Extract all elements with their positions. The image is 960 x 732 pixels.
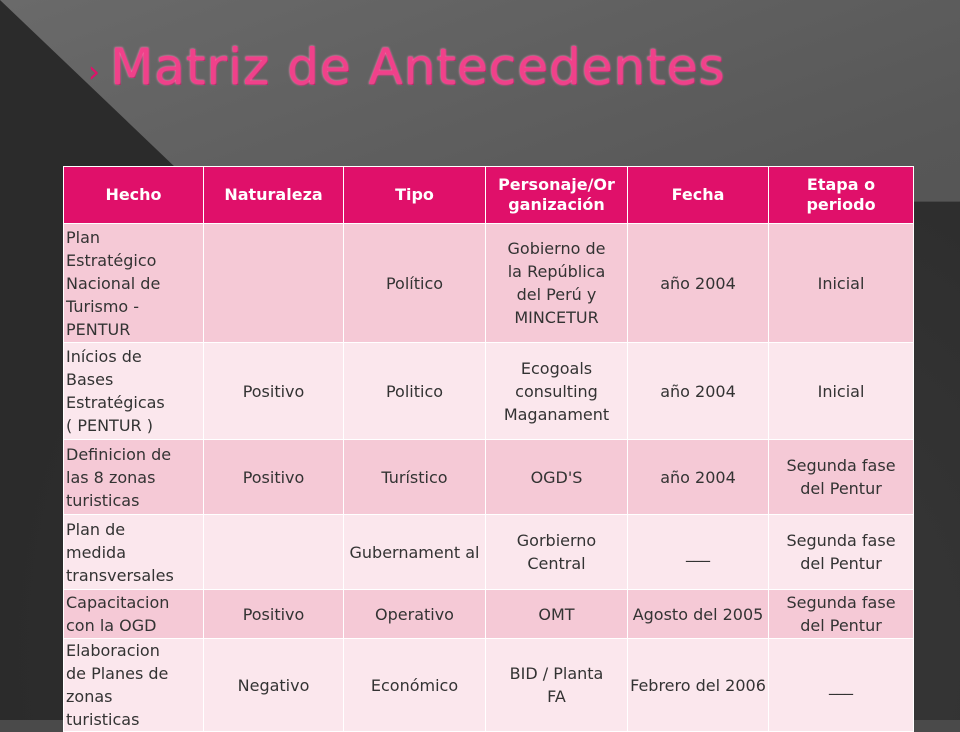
slide-title: Matriz de Antecedentes [110, 38, 726, 96]
cell-etapa-line: del Pentur [800, 554, 882, 573]
cell-etapa-line: del Pentur [800, 616, 882, 635]
header-personaje [486, 167, 628, 224]
cell-hecho-line: Turismo - [66, 296, 140, 316]
cell-personaje-line: la República [507, 262, 606, 281]
cell-hecho-line: Definicion de [66, 444, 172, 464]
cell-hecho [64, 224, 204, 343]
cell-tipo-line: Turístico [381, 467, 448, 487]
cell-naturaleza [204, 515, 344, 590]
cell-personaje-line: MINCETUR [514, 308, 599, 327]
cell-naturaleza-line: Positivo [242, 381, 305, 401]
cell-fecha-line: Agosto del 2005 [632, 604, 764, 624]
cell-hecho-line: Estratégicas [66, 393, 165, 412]
cell-etapa [769, 343, 914, 440]
table-header-row [64, 167, 914, 224]
cell-etapa-line: Inicial [817, 381, 865, 401]
cell-hecho-line: Inícios de [66, 347, 142, 366]
cell-tipo [344, 515, 486, 590]
cell-personaje-line: consulting [515, 381, 598, 401]
cell-tipo-line: Operativo [375, 604, 454, 624]
cell-naturaleza [204, 440, 344, 515]
header-hecho: Hecho [64, 167, 204, 224]
cell-naturaleza-line: Positivo [242, 604, 305, 624]
cell-hecho-line: PENTUR [66, 319, 131, 339]
cell-tipo [344, 590, 486, 639]
cell-etapa [769, 440, 914, 515]
cell-personaje-line: OMT [538, 604, 575, 624]
header-etapa [769, 167, 914, 224]
cell-tipo-line: Económico [370, 675, 459, 695]
cell-personaje [486, 590, 628, 639]
header-personaje-line2: ganización [508, 195, 605, 214]
header-tipo: Tipo [344, 167, 486, 224]
cell-etapa [769, 639, 914, 732]
cell-tipo-line: Político [385, 273, 444, 293]
cell-hecho-line: turisticas [66, 710, 140, 729]
cell-personaje-line: Ecogoals [520, 358, 593, 378]
cell-naturaleza-line: Positivo [242, 467, 305, 487]
cell-hecho-line: medida [66, 542, 126, 562]
cell-naturaleza-line: Negativo [237, 675, 310, 695]
table-row [64, 343, 914, 440]
table-row [64, 590, 914, 639]
cell-hecho-line: Elaboracion [66, 641, 160, 660]
cell-personaje [486, 515, 628, 590]
cell-tipo-line: Politico [385, 381, 444, 401]
cell-etapa-line: Segunda fase [786, 456, 896, 475]
antecedents-table [63, 166, 914, 732]
cell-hecho [64, 590, 204, 639]
cell-hecho [64, 440, 204, 515]
cell-etapa-line: Segunda fase [786, 593, 896, 612]
cell-hecho-line: Plan [66, 227, 101, 247]
table-body [64, 224, 914, 732]
cell-hecho [64, 343, 204, 440]
header-etapa-line1: Etapa o [806, 175, 876, 194]
header-fecha: Fecha [628, 167, 769, 224]
table-row [64, 515, 914, 590]
cell-naturaleza [204, 590, 344, 639]
cell-tipo-line: Gubernament al [349, 542, 480, 562]
cell-tipo [344, 224, 486, 343]
cell-fecha [628, 639, 769, 732]
header-etapa-line2: periodo [806, 195, 876, 214]
cell-fecha [628, 590, 769, 639]
cell-personaje-line: del Perú y [516, 285, 597, 304]
cell-etapa [769, 224, 914, 343]
cell-hecho-line: Estratégico [66, 250, 157, 270]
cell-fecha-line: año 2004 [660, 273, 736, 293]
cell-personaje-line: Gobierno de [507, 239, 606, 258]
cell-hecho-line: con la OGD [66, 616, 157, 635]
cell-personaje-line: Gorbierno [516, 531, 597, 550]
cell-hecho-line: de Planes de [66, 664, 169, 683]
cell-personaje [486, 440, 628, 515]
cell-personaje-line: OGD'S [530, 467, 583, 487]
table-row [64, 224, 914, 343]
title-bullet-icon: › [88, 55, 100, 90]
cell-fecha [628, 515, 769, 590]
cell-personaje [486, 224, 628, 343]
cell-fecha [628, 224, 769, 343]
cell-hecho-line: Nacional de [66, 273, 161, 293]
cell-personaje-line: Central [527, 554, 586, 573]
cell-fecha-line: Febrero del 2006 [630, 675, 766, 695]
cell-personaje-line: Maganament [503, 404, 610, 424]
cell-fecha [628, 343, 769, 440]
cell-naturaleza [204, 224, 344, 343]
cell-tipo [344, 440, 486, 515]
cell-hecho-line: transversales [66, 565, 174, 585]
cell-fecha [628, 440, 769, 515]
cell-hecho-line: las 8 zonas [66, 467, 156, 487]
cell-etapa-line: del Pentur [800, 479, 882, 498]
cell-hecho-line: zonas [66, 687, 113, 706]
table-row [64, 440, 914, 515]
cell-fecha-line: año 2004 [660, 381, 736, 401]
cell-hecho-line: ( PENTUR ) [66, 416, 153, 435]
cell-naturaleza [204, 639, 344, 732]
cell-hecho-line: Plan de [66, 519, 126, 539]
cell-fecha-line: año 2004 [660, 467, 736, 487]
cell-personaje-line: BID / Planta [509, 664, 604, 683]
cell-personaje [486, 639, 628, 732]
cell-hecho-line: Capacitacion [66, 593, 170, 612]
cell-hecho [64, 639, 204, 732]
header-personaje-line1: Personaje/Or [498, 175, 615, 194]
cell-tipo [344, 343, 486, 440]
cell-tipo [344, 639, 486, 732]
table-row [64, 639, 914, 732]
cell-etapa [769, 590, 914, 639]
cell-etapa [769, 515, 914, 590]
cell-etapa-line: ___ [829, 675, 853, 695]
cell-etapa-line: Segunda fase [786, 531, 896, 550]
cell-fecha-line: ___ [686, 542, 710, 562]
cell-hecho-line: Bases [66, 370, 114, 389]
cell-personaje-line: FA [547, 687, 566, 706]
header-naturaleza: Naturaleza [204, 167, 344, 224]
cell-personaje [486, 343, 628, 440]
cell-naturaleza [204, 343, 344, 440]
cell-etapa-line: Inicial [817, 273, 865, 293]
cell-hecho [64, 515, 204, 590]
cell-hecho-line: turisticas [66, 490, 140, 510]
